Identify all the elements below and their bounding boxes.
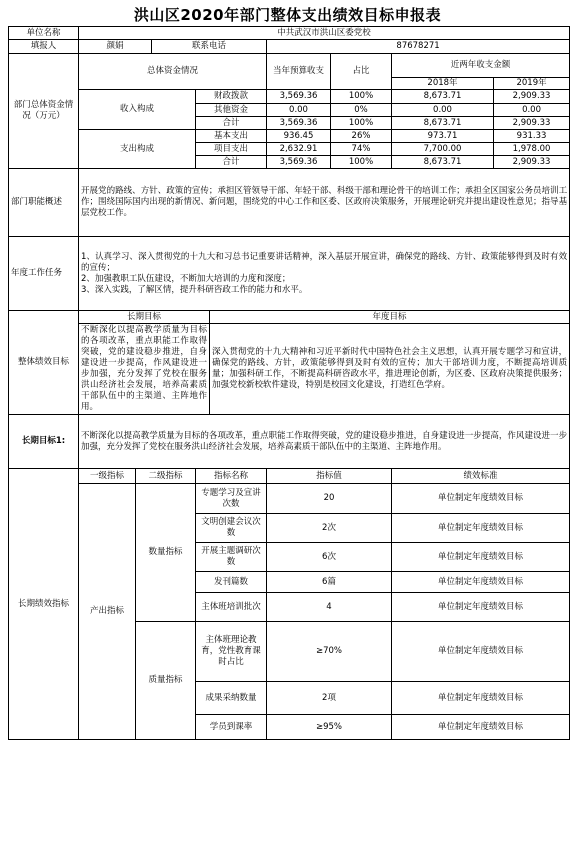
fund-2019: 1,978.00 — [494, 143, 570, 156]
phone-label: 联系电话 — [152, 40, 267, 54]
funds-row — [9, 130, 570, 143]
indicator-standard: 单位制定年度绩效目标 — [392, 514, 570, 543]
filler-value: 颜娟 — [79, 40, 152, 54]
quantity-level2: 数量指标 — [136, 484, 196, 622]
indicator-name: 主体班理论教育，党性教育课时占比 — [196, 622, 267, 682]
indicator-header-row — [9, 469, 570, 484]
fund-2018: 0.00 — [392, 104, 494, 117]
indicator-value-header: 指标值 — [267, 469, 392, 484]
indicator-value: ≥95% — [267, 715, 392, 740]
indicator-name: 成果采纳数量 — [196, 682, 267, 715]
indicators-section-label: 长期绩效指标 — [9, 469, 79, 740]
fund-2018: 973.71 — [392, 130, 494, 143]
fund-name: 合计 — [196, 156, 267, 169]
long-term-goal-text: 不断深化以提高教学质量为目标的各项改革，重点职能工作取得突破，党的建设稳步推进，自身建设进一步提高，作风建设进一步加强，充分发挥了党校在服务洪山经济社会发展，培养高素质干部队伍中的主渠道、主阵地作用。 — [79, 324, 210, 415]
report-title: 洪山区2020年部门整体支出绩效目标申报表 — [133, 6, 442, 24]
year-2019-header: 2019年 — [494, 78, 570, 90]
funds-header-row — [9, 54, 570, 78]
indicator-standard: 单位制定年度绩效目标 — [392, 715, 570, 740]
recent-header: 近两年收支金额 — [392, 54, 570, 78]
fund-name: 合计 — [196, 117, 267, 130]
indicator-row — [9, 484, 570, 514]
annual-goal-text: 深入贯彻党的十九大精神和习近平新时代中国特色社会主义思想，认真开展专题学习和宣讲，确保党的路线、方针，政策能够得到及时有效的宣传；加大干部培训力度，不断提高培训质量；加强科研工作，不断提高科研咨政水平，推进理论创新，为区委、区政府决策提供服务；加强党校新校软件建设，特别是校园文化建设，打造红色学府。 — [210, 324, 570, 415]
goals-label: 整体绩效目标 — [9, 311, 79, 415]
fund-name: 财政拨款 — [196, 90, 267, 104]
fund-name: 其他资金 — [196, 104, 267, 117]
fund-ratio: 74% — [331, 143, 392, 156]
indicator-value: 6次 — [267, 543, 392, 572]
long-goal1-row — [9, 415, 570, 469]
fund-budget: 3,569.36 — [267, 117, 331, 130]
ratio-header: 占比 — [331, 54, 392, 90]
fund-2018: 8,673.71 — [392, 90, 494, 104]
report-table — [8, 26, 570, 740]
fund-2018: 8,673.71 — [392, 156, 494, 169]
indicator-name: 文明创建会议次数 — [196, 514, 267, 543]
indicator-standard: 单位制定年度绩效目标 — [392, 682, 570, 715]
fund-2018: 7,700.00 — [392, 143, 494, 156]
overall-funds-label: 总体资金情况 — [79, 54, 267, 90]
annual-task-item: 1、认真学习、深入贯彻党的十九大和习总书记重要讲话精神，深入基层开展宣讲，确保党的路线、方针、政策能够得到及时有效的宣传； — [81, 251, 568, 273]
annual-tasks — [79, 237, 570, 311]
fund-2018: 8,673.71 — [392, 117, 494, 130]
annual-label: 年度工作任务 — [9, 237, 79, 311]
level1-header: 一级指标 — [79, 469, 136, 484]
filler-label: 填报人 — [9, 40, 79, 54]
fund-budget: 936.45 — [267, 130, 331, 143]
fund-budget: 2,632.91 — [267, 143, 331, 156]
indicator-standard: 单位制定年度绩效目标 — [392, 543, 570, 572]
expense-label: 支出构成 — [79, 130, 196, 169]
filler-row — [9, 40, 570, 54]
indicator-value: 6篇 — [267, 572, 392, 593]
long-goal1-text: 不断深化以提高教学质量为目标的各项改革，重点职能工作取得突破，党的建设稳步推进，自身建设进一步提高，作风建设进一步加强，充分发挥了党校在服务洪山经济社会发展，培养高素质干部队伍中的主渠道、主阵地作用。 — [79, 415, 570, 469]
fund-ratio: 100% — [331, 90, 392, 104]
long-term-header: 长期目标 — [79, 311, 210, 324]
output-level1: 产出指标 — [79, 484, 136, 740]
fund-2019: 2,909.33 — [494, 90, 570, 104]
indicator-standard: 单位制定年度绩效目标 — [392, 572, 570, 593]
long-goal1-label: 长期目标1: — [9, 415, 79, 469]
indicator-value: 20 — [267, 484, 392, 514]
fund-budget: 3,569.36 — [267, 90, 331, 104]
fund-name: 基本支出 — [196, 130, 267, 143]
fund-2019: 0.00 — [494, 104, 570, 117]
budget-header: 当年预算收支 — [267, 54, 331, 90]
indicator-standard: 单位制定年度绩效目标 — [392, 622, 570, 682]
indicator-value: 2次 — [267, 514, 392, 543]
duty-text: 开展党的路线、方针、政策的宣传；承担区管领导干部、年轻干部、科级干部和理论骨干的培训工作；承担全区国家公务员培训工作；围绕国际国内出现的新情况、新问题，围绕党的中心工作和区委、区政府决策服务，开展理论研究并提出建设性意见；指导基层党校工作。 — [79, 169, 570, 237]
fund-2019: 931.33 — [494, 130, 570, 143]
level2-header: 二级指标 — [136, 469, 196, 484]
duty-label: 部门职能概述 — [9, 169, 79, 237]
unit-label: 单位名称 — [9, 27, 79, 40]
indicator-name: 开展主题调研次数 — [196, 543, 267, 572]
fund-ratio: 100% — [331, 156, 392, 169]
unit-value: 中共武汉市洪山区委党校 — [79, 27, 570, 40]
annual-task-item: 3、深入实践，了解区情，提升科研咨政工作的能力和水平。 — [81, 284, 308, 295]
fund-ratio: 26% — [331, 130, 392, 143]
duty-row — [9, 169, 570, 237]
unit-row — [9, 27, 570, 40]
fund-2019: 2,909.33 — [494, 117, 570, 130]
fund-2019: 2,909.33 — [494, 156, 570, 169]
indicator-name: 发刊篇数 — [196, 572, 267, 593]
fund-ratio: 100% — [331, 117, 392, 130]
fund-name: 项目支出 — [196, 143, 267, 156]
indicator-value: 2项 — [267, 682, 392, 715]
annual-row — [9, 237, 570, 311]
fund-budget: 3,569.36 — [267, 156, 331, 169]
annual-goal-header: 年度目标 — [210, 311, 570, 324]
quality-level2: 质量指标 — [136, 622, 196, 740]
indicator-name: 主体班培训批次 — [196, 593, 267, 622]
indicator-value: 4 — [267, 593, 392, 622]
year-2018-header: 2018年 — [392, 78, 494, 90]
indicator-value: ≥70% — [267, 622, 392, 682]
funds-section-label: 部门总体资金情况（万元） — [9, 54, 79, 169]
income-label: 收入构成 — [79, 90, 196, 130]
indicator-name-header: 指标名称 — [196, 469, 267, 484]
indicator-standard: 单位制定年度绩效目标 — [392, 484, 570, 514]
goals-header-row — [9, 311, 570, 324]
annual-task-item: 2、加强教职工队伍建设，不断加大培训的力度和深度； — [81, 273, 291, 284]
funds-row — [9, 90, 570, 104]
indicator-standard: 单位制定年度绩效目标 — [392, 593, 570, 622]
goals-row — [9, 324, 570, 415]
phone-value: 87678271 — [267, 40, 570, 54]
indicator-name: 专题学习及宣讲次数 — [196, 484, 267, 514]
indicator-name: 学员到课率 — [196, 715, 267, 740]
fund-budget: 0.00 — [267, 104, 331, 117]
fund-ratio: 0% — [331, 104, 392, 117]
standard-header: 绩效标准 — [392, 469, 570, 484]
